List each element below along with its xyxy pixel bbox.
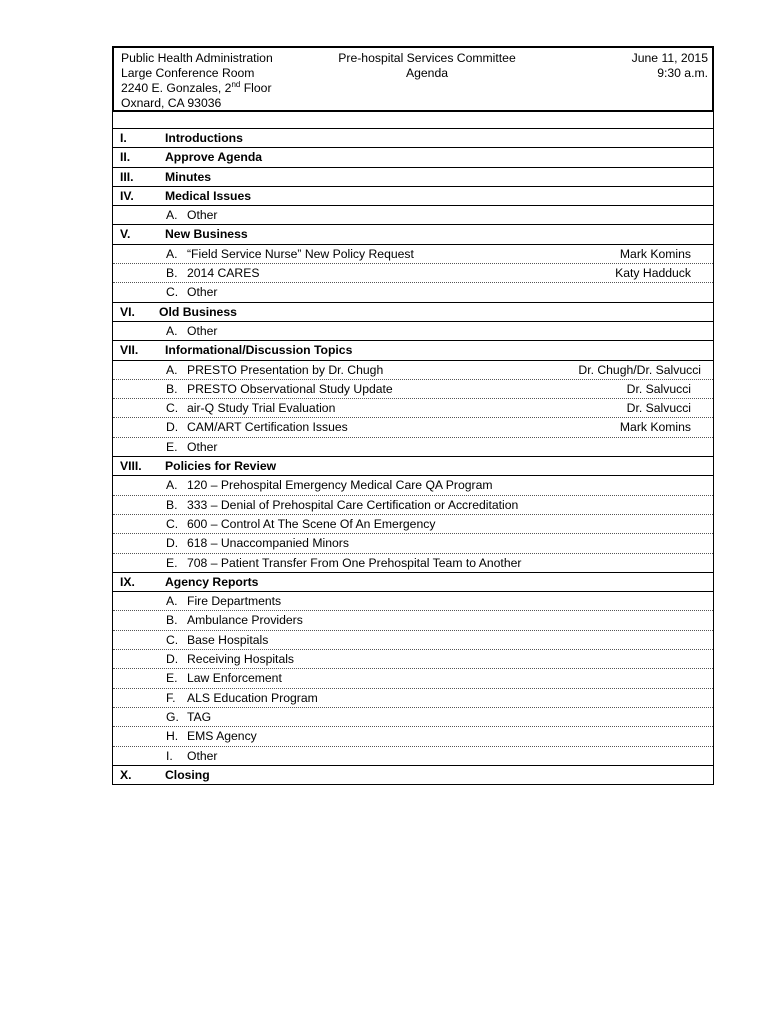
section-number: VIII. xyxy=(120,459,142,474)
meeting-date: June 11, 2015 xyxy=(631,51,708,65)
section-title: Minutes xyxy=(165,169,212,184)
section-title: Medical Issues xyxy=(165,188,252,203)
item-text: air-Q Study Trial Evaluation xyxy=(187,401,336,416)
agenda-item-row xyxy=(113,496,713,515)
item-text: 333 – Denial of Prehospital Care Certification or Accreditation xyxy=(187,497,519,512)
item-presenter: Dr. Salvucci xyxy=(626,381,691,396)
item-text: 708 – Patient Transfer From One Prehospital Team to Another xyxy=(187,555,522,570)
agenda-item-row xyxy=(113,399,713,418)
agenda-item-row xyxy=(113,245,713,264)
agenda-item-row xyxy=(113,611,713,630)
item-text: CAM/ART Certification Issues xyxy=(187,420,348,435)
agenda-item-row xyxy=(113,592,713,611)
meeting-datetime xyxy=(632,51,708,81)
agenda-section-row xyxy=(113,341,713,360)
item-text: Receiving Hospitals xyxy=(187,652,295,667)
item-letter: B. xyxy=(166,497,178,512)
item-letter: B. xyxy=(166,266,178,281)
section-number: V. xyxy=(120,227,131,242)
agenda-item-row xyxy=(113,283,713,302)
agenda-item-row xyxy=(113,438,713,457)
item-text: 2014 CARES xyxy=(187,266,260,281)
agenda-item-row xyxy=(113,747,713,766)
location-line xyxy=(121,81,273,96)
item-letter: A. xyxy=(166,362,178,377)
agenda-item-row xyxy=(113,476,713,495)
item-text: PRESTO Presentation by Dr. Chugh xyxy=(187,362,384,377)
item-text: Law Enforcement xyxy=(187,671,282,686)
agenda-item-row xyxy=(113,418,713,437)
item-text: PRESTO Observational Study Update xyxy=(187,381,393,396)
agenda-item-row xyxy=(113,669,713,688)
item-letter: D. xyxy=(166,536,179,551)
item-text: TAG xyxy=(187,709,212,724)
section-number: III. xyxy=(120,169,134,184)
section-number: IX. xyxy=(120,574,135,589)
item-letter: H. xyxy=(166,729,179,744)
section-number: VI. xyxy=(120,304,135,319)
agenda-section-row xyxy=(113,457,713,476)
agenda-item-row xyxy=(113,361,713,380)
agenda-item-row xyxy=(113,708,713,727)
section-title: Old Business xyxy=(159,304,237,319)
agenda-section-row xyxy=(113,303,713,322)
floor-ordinal: nd xyxy=(231,79,241,89)
item-text: EMS Agency xyxy=(187,729,257,744)
item-text: Ambulance Providers xyxy=(187,613,303,628)
section-title: Informational/Discussion Topics xyxy=(165,343,353,358)
floor-suffix: Floor xyxy=(240,81,272,95)
agenda-item-row xyxy=(113,631,713,650)
item-letter: F. xyxy=(166,690,176,705)
agenda-section-row xyxy=(113,129,713,148)
item-letter: C. xyxy=(166,401,179,416)
item-presenter: Katy Hadduck xyxy=(615,266,691,281)
item-letter: B. xyxy=(166,381,178,396)
agenda-item-row xyxy=(113,515,713,534)
item-presenter: Dr. Salvucci xyxy=(626,401,691,416)
item-letter: E. xyxy=(166,555,178,570)
section-title: Introductions xyxy=(165,131,243,145)
item-letter: E. xyxy=(166,671,178,686)
item-text: 120 – Prehospital Emergency Medical Care QA Program xyxy=(187,478,493,493)
meeting-location xyxy=(121,51,273,111)
item-letter: A. xyxy=(166,323,178,338)
item-letter: B. xyxy=(166,613,178,628)
section-title: Approve Agenda xyxy=(165,150,263,165)
meeting-title xyxy=(334,51,520,81)
item-letter: C. xyxy=(166,632,179,647)
item-text: Fire Departments xyxy=(187,594,282,609)
item-letter: I. xyxy=(166,748,173,763)
item-letter: C. xyxy=(166,285,179,300)
agenda-item-row xyxy=(113,554,713,573)
item-text: 618 – Unaccompanied Minors xyxy=(187,536,349,551)
agenda-spacer-row xyxy=(113,110,713,129)
section-title: Policies for Review xyxy=(165,459,277,474)
location-street: 2240 E. Gonzales, 2 xyxy=(121,81,232,95)
section-title: Closing xyxy=(165,767,210,782)
item-letter: G. xyxy=(166,709,179,724)
item-text: Base Hospitals xyxy=(187,632,269,647)
item-text: “Field Service Nurse” New Policy Request xyxy=(187,246,414,261)
location-line: Oxnard, CA 93036 xyxy=(121,96,222,110)
item-text: Other xyxy=(187,439,218,454)
agenda-item-row xyxy=(113,322,713,341)
item-text: Other xyxy=(187,748,218,763)
agenda-header xyxy=(112,46,714,112)
item-text: Other xyxy=(187,323,218,338)
document-type: Agenda xyxy=(405,66,449,80)
agenda-item-row xyxy=(113,689,713,708)
section-number: IV. xyxy=(120,188,134,203)
section-number: X. xyxy=(120,767,132,782)
agenda-section-row xyxy=(113,573,713,592)
agenda-item-row xyxy=(113,264,713,283)
item-letter: C. xyxy=(166,516,179,531)
item-presenter: Dr. Chugh/Dr. Salvucci xyxy=(578,362,701,377)
agenda-item-row xyxy=(113,727,713,746)
item-text: 600 – Control At The Scene Of An Emergency xyxy=(187,516,436,531)
agenda-section-row xyxy=(113,148,713,167)
item-text: Other xyxy=(187,285,218,300)
section-title: New Business xyxy=(165,227,248,242)
agenda-item-row xyxy=(113,534,713,553)
section-number: I. xyxy=(120,131,127,145)
meeting-time: 9:30 a.m. xyxy=(657,66,708,80)
item-letter: A. xyxy=(166,208,178,223)
section-title: Agency Reports xyxy=(165,574,259,589)
agenda-section-row xyxy=(113,225,713,244)
item-letter: D. xyxy=(166,652,179,667)
agenda-section-row xyxy=(113,187,713,206)
agenda-table xyxy=(112,110,714,785)
section-number: VII. xyxy=(120,343,139,358)
agenda-item-row xyxy=(113,380,713,399)
item-presenter: Mark Komins xyxy=(619,246,691,261)
location-line: Public Health Administration xyxy=(121,51,273,65)
item-letter: A. xyxy=(166,246,178,261)
section-number: II. xyxy=(120,150,131,165)
agenda-section-row xyxy=(113,766,713,784)
item-text: Other xyxy=(187,208,218,223)
committee-name: Pre-hospital Services Committee xyxy=(338,51,516,65)
agenda-item-row xyxy=(113,206,713,225)
location-line: Large Conference Room xyxy=(121,66,255,80)
item-letter: D. xyxy=(166,420,179,435)
item-letter: E. xyxy=(166,439,178,454)
agenda-section-row xyxy=(113,168,713,187)
item-text: ALS Education Program xyxy=(187,690,318,705)
item-presenter: Mark Komins xyxy=(619,420,691,435)
agenda-item-row xyxy=(113,650,713,669)
item-letter: A. xyxy=(166,478,178,493)
item-letter: A. xyxy=(166,594,178,609)
